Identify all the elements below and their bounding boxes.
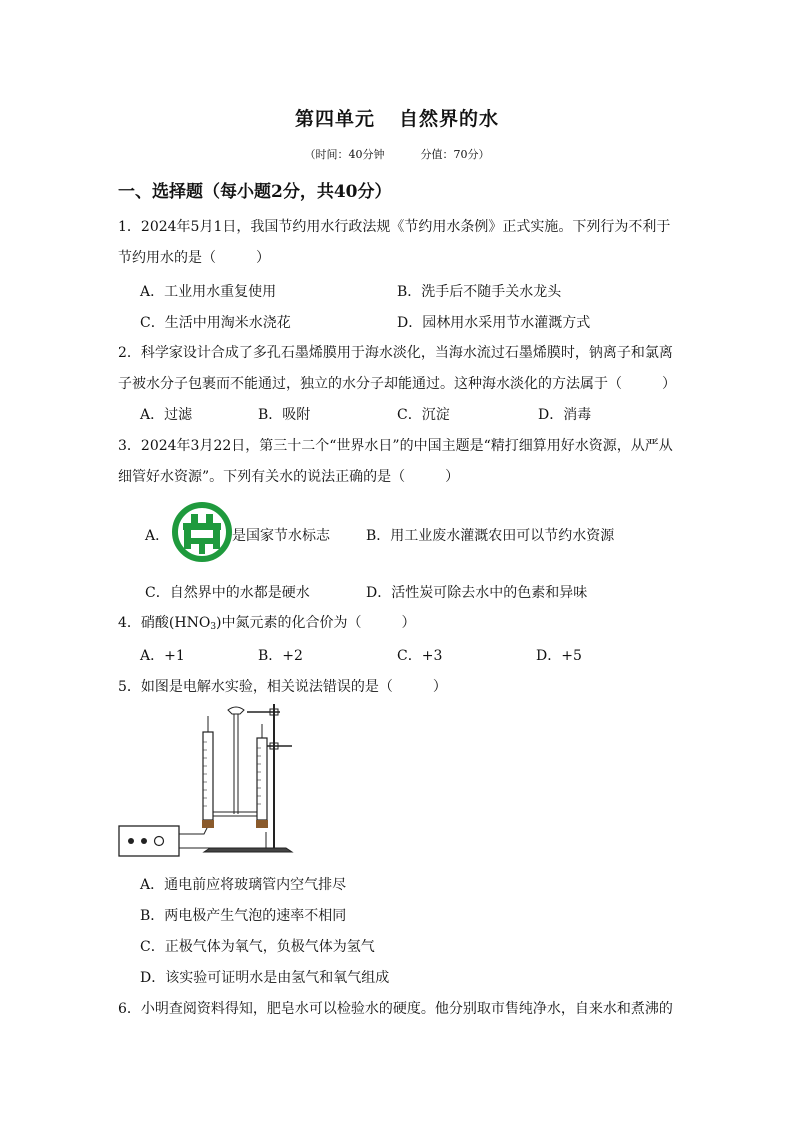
q2-stem-line2 bbox=[118, 373, 676, 393]
exam-meta bbox=[0, 146, 794, 162]
q2-option-b: B．吸附 bbox=[258, 407, 311, 423]
q4-option-a: A．+1 bbox=[140, 648, 185, 664]
section-heading: 一、选择题（每小题2分，共40分） bbox=[118, 182, 392, 202]
q1-option-c: C．生活中用淘米水浇花 bbox=[140, 315, 291, 331]
q4-stem-part1: 4．硝酸(HNO bbox=[118, 615, 211, 631]
q3-stem-line2 bbox=[118, 466, 459, 486]
q5-option-d: D．该实验可证明水是由氢气和氧气组成 bbox=[140, 970, 390, 986]
q4-option-b: B．+2 bbox=[258, 648, 303, 664]
q1-paren-close: ） bbox=[256, 250, 270, 266]
q5-paren-close: ） bbox=[432, 679, 447, 695]
q4-paren-close: ） bbox=[401, 615, 416, 631]
q5-option-a: A．通电前应将玻璃管内空气排尽 bbox=[140, 877, 347, 893]
q4-stem-part2: )中氮元素的化合价为（ bbox=[216, 615, 362, 631]
water-saving-logo-icon bbox=[172, 502, 232, 562]
q2-option-c: C．沉淀 bbox=[397, 407, 450, 423]
q4-stem bbox=[118, 612, 416, 632]
electrolysis-apparatus-diagram bbox=[116, 702, 302, 860]
q2-stem-line1: 2．科学家设计合成了多孔石墨烯膜用于海水淡化，当海水流过石墨烯膜时，钠离子和氯离 bbox=[118, 345, 673, 361]
title-unit: 第四单元 bbox=[294, 108, 375, 130]
q1-stem-line2 bbox=[118, 247, 270, 267]
q1-option-d: D．园林用水采用节水灌溉方式 bbox=[397, 315, 591, 331]
q1-option-a: A．工业用水重复使用 bbox=[140, 284, 277, 300]
q5-option-c: C．正极气体为氧气，负极气体为氢气 bbox=[140, 939, 375, 955]
q3-stem-text: 细管好水资源”。下列有关水的说法正确的是（ bbox=[118, 469, 406, 485]
q2-stem-text: 子被水分子包裹而不能通过，独立的水分子却能通过。这种海水淡化的方法属于（ bbox=[118, 376, 622, 392]
title-topic: 自然界的水 bbox=[399, 108, 500, 130]
q3-option-b: B．用工业废水灌溉农田可以节约水资源 bbox=[366, 528, 615, 544]
q1-stem-line1: 1．2024年5月1日，我国节约用水行政法规《节约用水条例》正式实施。下列行为不利于 bbox=[118, 219, 671, 235]
q4-option-c: C．+3 bbox=[397, 648, 443, 664]
q4-subscript: 3 bbox=[210, 622, 217, 632]
q4-option-d: D．+5 bbox=[536, 648, 582, 664]
q1-option-b: B．洗手后不随手关水龙头 bbox=[397, 284, 562, 300]
q5-stem-text: 5．如图是电解水实验，相关说法错误的是（ bbox=[118, 679, 393, 695]
q5-option-b: B．两电极产生气泡的速率不相同 bbox=[140, 908, 347, 924]
q2-paren-close: ） bbox=[662, 376, 676, 392]
q1-stem-text: 节约用水的是（ bbox=[118, 250, 216, 266]
exam-time: （时间：40分钟 bbox=[304, 148, 385, 161]
q3-option-a-prefix: A． bbox=[145, 528, 170, 544]
q3-option-c: C．自然界中的水都是硬水 bbox=[145, 585, 310, 601]
q3-paren-close: ） bbox=[445, 469, 460, 485]
q3-stem-line1: 3．2024年3月22日，第三十二个“世界水日”的中国主题是“精打细算用好水资源，从严从 bbox=[118, 438, 673, 454]
q3-option-a-text: 是国家节水标志 bbox=[232, 528, 330, 544]
q2-option-d: D．消毒 bbox=[538, 407, 592, 423]
q2-option-a: A．过滤 bbox=[140, 407, 193, 423]
q3-option-d: D．活性炭可除去水中的色素和异味 bbox=[366, 585, 588, 601]
q6-stem-line1: 6．小明查阅资料得知，肥皂水可以检验水的硬度。他分别取市售纯净水，自来水和煮沸的 bbox=[118, 1001, 673, 1017]
exam-score: 分值：70分） bbox=[420, 148, 490, 161]
q5-stem bbox=[118, 676, 447, 696]
page-title bbox=[0, 104, 794, 131]
